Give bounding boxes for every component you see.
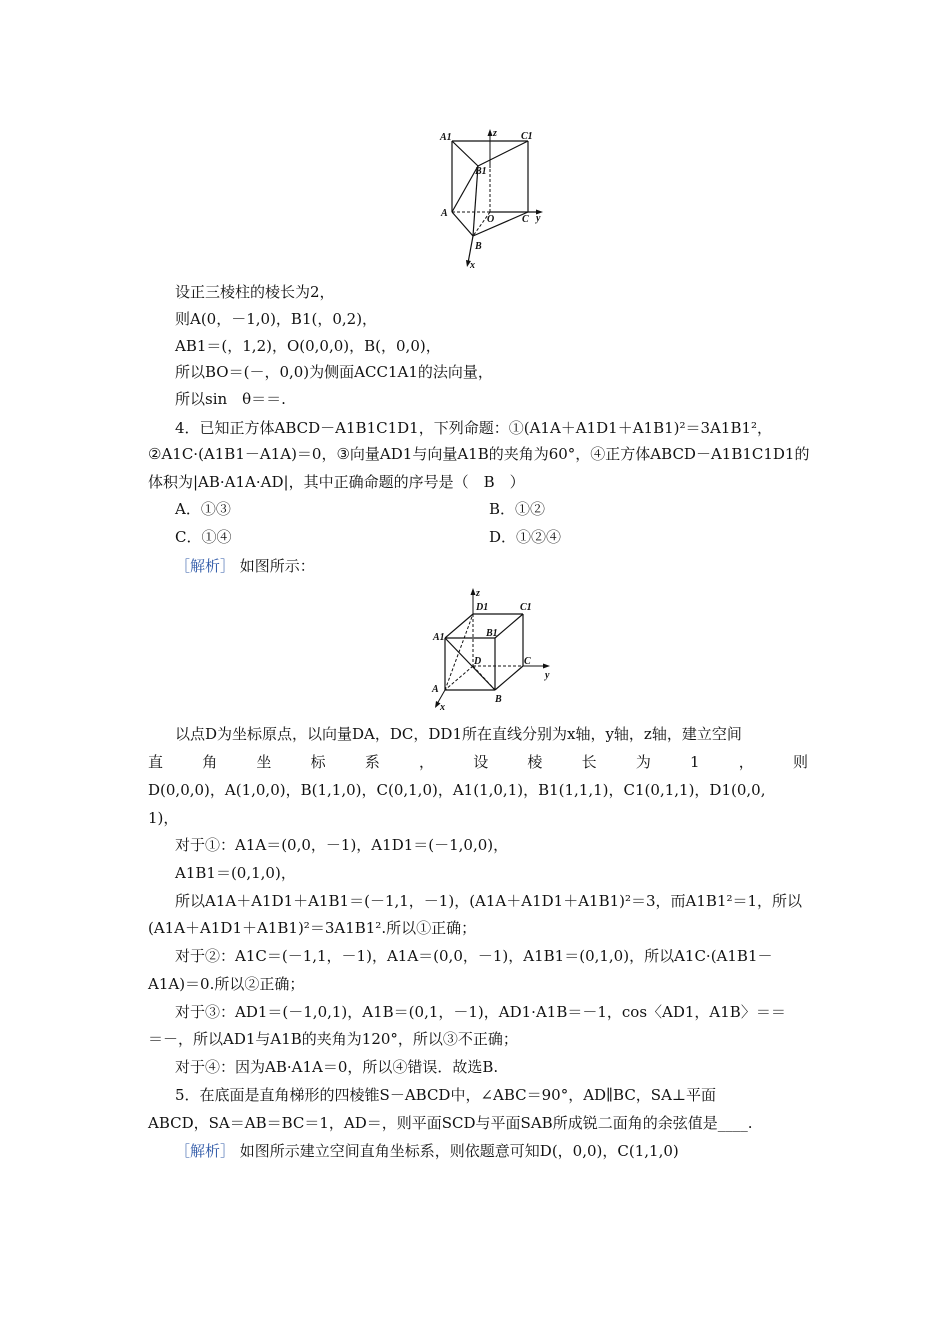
label-A: A bbox=[441, 208, 448, 219]
label-C: C bbox=[524, 656, 531, 667]
label-O: O bbox=[487, 214, 495, 225]
word: ， bbox=[738, 753, 754, 771]
label-C: C bbox=[522, 214, 529, 225]
label-D: D bbox=[474, 656, 482, 667]
text-line: A1B1＝(0,1,0)， bbox=[175, 864, 296, 882]
cube-figure bbox=[428, 586, 558, 712]
label-C1: C1 bbox=[521, 131, 533, 142]
question-4: 4．已知正方体ABCD－A1B1C1D1，下列命题：①(A1A＋A1D1＋A1B1)²＝3A1B1²， bbox=[175, 419, 773, 437]
option-c: C．①④ bbox=[175, 528, 232, 546]
word: 系 bbox=[364, 753, 380, 771]
label-B1: B1 bbox=[475, 166, 487, 177]
label-z: z bbox=[493, 128, 497, 139]
label-z: z bbox=[476, 588, 480, 599]
option-a: A．①③ bbox=[175, 500, 231, 518]
text-line: 对于④：因为AB·A1A＝0，所以④错误．故选B. bbox=[175, 1058, 499, 1076]
spaced-line bbox=[148, 752, 808, 772]
text-line: AB1＝(，1,2)，O(0,0,0)，B(，0,0)， bbox=[175, 337, 441, 355]
prism-diagram bbox=[435, 128, 555, 270]
text-line: A1A)＝0.所以②正确； bbox=[148, 975, 305, 993]
word: 坐 bbox=[256, 753, 272, 771]
word: 为 bbox=[635, 753, 651, 771]
word: 直 bbox=[148, 753, 164, 771]
text-line: 所以A1A＋A1D1＋A1B1＝(－1,1，－1)，(A1A＋A1D1＋A1B1)²＝3，而A1B1²＝1，所以 bbox=[175, 892, 803, 910]
word: 棱 bbox=[527, 753, 543, 771]
label-D1: D1 bbox=[476, 602, 489, 613]
analysis-text: 如图所示： bbox=[239, 557, 315, 575]
question-5-cont: ABCD，SA＝AB＝BC＝1，AD＝，则平面SCD与平面SAB所成锐二面角的余弦值是____. bbox=[148, 1114, 753, 1132]
label-y: y bbox=[536, 213, 541, 224]
analysis-text: 如图所示建立空间直角坐标系，则依题意可知D(，0,0)，C(1,1,0) bbox=[239, 1142, 679, 1160]
question-4-cont: ②A1C·(A1B1－A1A)＝0，③向量AD1与向量A1B的夹角为60°，④正方体ABCD－A1B1C1D1的 bbox=[148, 445, 810, 463]
prism-figure bbox=[435, 128, 555, 270]
word: 设 bbox=[473, 753, 489, 771]
text-line: 设正三棱柱的棱长为2， bbox=[175, 283, 335, 301]
label-B1: B1 bbox=[486, 628, 498, 639]
text-line: D(0,0,0)，A(1,0,0)，B(1,1,0)，C(0,1,0)，A1(1,0,1)，B1(1,1,1)，C1(0,1,1)，D1(0,0, bbox=[148, 781, 766, 799]
text-line: 对于③：AD1＝(－1,0,1)，A1B＝(0,1，－1)，AD1·A1B＝－1，cos〈AD1，A1B〉＝＝ bbox=[175, 1003, 786, 1021]
label-A1: A1 bbox=[440, 132, 452, 143]
text-line: 1)， bbox=[148, 809, 179, 827]
analysis-line bbox=[175, 556, 835, 576]
label-B: B bbox=[475, 241, 482, 252]
word: 角 bbox=[202, 753, 218, 771]
text-line: 则A(0，－1,0)，B1(，0,2)， bbox=[175, 310, 378, 328]
word: ， bbox=[419, 753, 435, 771]
text-line: 所以sin θ＝＝. bbox=[175, 390, 286, 408]
label-A: A bbox=[432, 684, 439, 695]
option-d: D．①②④ bbox=[489, 528, 562, 546]
analysis-tag: ［解析］ bbox=[175, 1142, 236, 1160]
label-x: x bbox=[470, 260, 475, 271]
question-4-cont: 体积为|AB·A1A·AD|，其中正确命题的序号是（ B ） bbox=[148, 473, 525, 491]
label-y: y bbox=[545, 670, 550, 681]
text-line: 对于②：A1C＝(－1,1，－1)，A1A＝(0,0，－1)，A1B1＝(0,1,0)，所以A1C·(A1B1－ bbox=[175, 947, 773, 965]
label-B: B bbox=[495, 694, 502, 705]
word: 长 bbox=[581, 753, 597, 771]
word: 则 bbox=[792, 753, 808, 771]
text-line: (A1A＋A1D1＋A1B1)²＝3A1B1².所以①正确； bbox=[148, 919, 477, 937]
word: 1 bbox=[690, 753, 700, 771]
text-line: 以点D为坐标原点，以向量DA，DC，DD1所在直线分别为x轴，y轴，z轴，建立空间 bbox=[175, 725, 742, 743]
analysis-line bbox=[175, 1141, 835, 1161]
text-line: 对于①：A1A＝(0,0，－1)，A1D1＝(－1,0,0)， bbox=[175, 836, 509, 854]
label-x: x bbox=[440, 702, 445, 713]
option-b: B．①② bbox=[489, 500, 546, 518]
label-A1: A1 bbox=[433, 632, 445, 643]
cube-diagram bbox=[428, 586, 558, 712]
word: 标 bbox=[310, 753, 326, 771]
analysis-tag: ［解析］ bbox=[175, 557, 236, 575]
text-line: ＝－，所以AD1与A1B的夹角为120°，所以③不正确； bbox=[148, 1030, 518, 1048]
label-C1: C1 bbox=[520, 602, 532, 613]
question-5: 5．在底面是直角梯形的四棱锥S－ABCD中，∠ABC＝90°，AD∥BC，SA⊥平面 bbox=[175, 1086, 717, 1104]
text-line: 所以BO＝(－，0,0)为侧面ACC1A1的法向量， bbox=[175, 363, 493, 381]
